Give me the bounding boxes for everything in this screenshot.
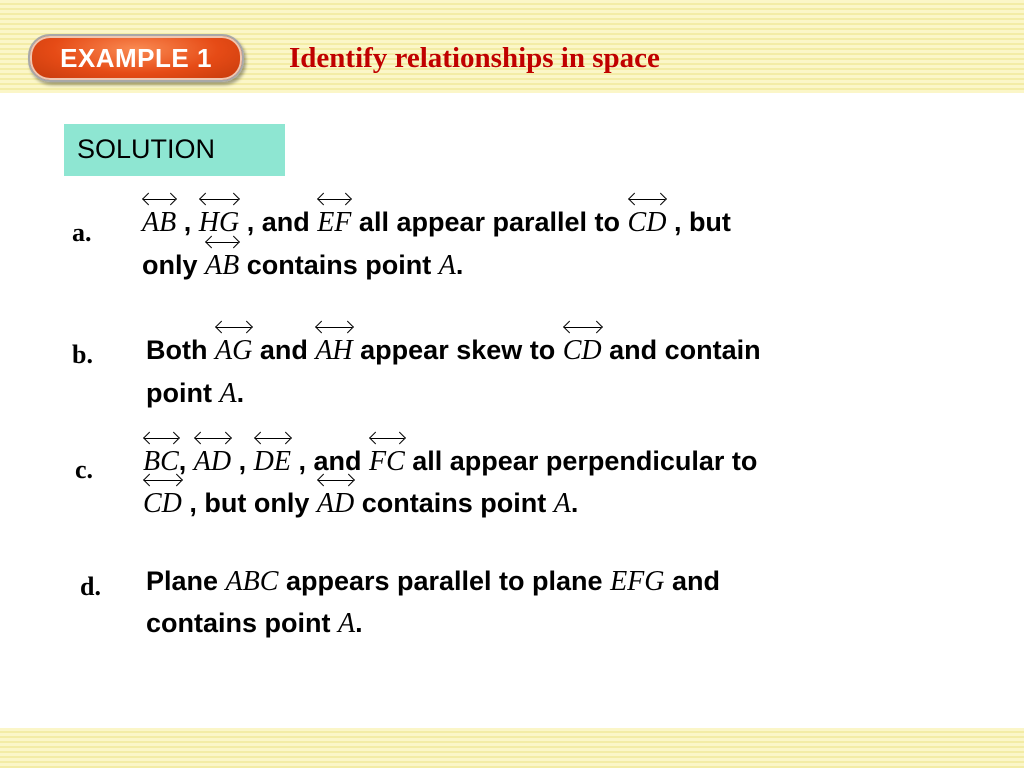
arrowhead-left-icon xyxy=(315,321,328,334)
arrowhead-left-icon xyxy=(628,193,641,206)
plane-efg: EFG xyxy=(610,566,665,597)
text-fragment: , xyxy=(176,207,199,237)
line-ef-symbol: EF xyxy=(317,207,351,239)
arrowhead-left-icon xyxy=(369,432,382,445)
item-c-line-1 xyxy=(143,446,757,478)
solution-label: SOLUTION xyxy=(77,134,216,164)
text-fragment: . xyxy=(570,488,579,518)
point-a: A xyxy=(219,378,237,409)
text-fragment: appear skew to xyxy=(352,335,563,365)
item-d-line-1 xyxy=(146,566,720,598)
item-b-line-1 xyxy=(146,335,761,367)
solution-box xyxy=(64,124,285,176)
arrowhead-right-icon xyxy=(241,321,254,334)
arrowhead-right-icon xyxy=(279,432,292,445)
arrowhead-right-icon xyxy=(167,432,180,445)
text-fragment: point xyxy=(146,378,220,408)
arrowhead-left-icon xyxy=(142,193,155,206)
item-a-letter: a. xyxy=(72,218,92,247)
line-ab-symbol: AB xyxy=(205,250,239,282)
text-fragment: , and xyxy=(239,207,318,237)
arrowhead-right-icon xyxy=(590,321,603,334)
text-fragment: , and xyxy=(290,446,369,476)
text-fragment: only xyxy=(142,250,206,280)
arrowhead-left-icon xyxy=(143,432,156,445)
text-fragment: Both xyxy=(146,335,215,365)
text-fragment: Plane xyxy=(146,566,226,596)
point-a: A xyxy=(338,608,356,639)
text-fragment: , but only xyxy=(181,488,317,518)
arrowhead-left-icon xyxy=(199,193,212,206)
example-badge xyxy=(28,34,244,82)
line-bc-symbol: BC xyxy=(143,446,179,478)
text-fragment: , but xyxy=(666,207,731,237)
arrowhead-left-icon xyxy=(563,321,576,334)
arrowhead-left-icon xyxy=(215,321,228,334)
line-cd-symbol: CD xyxy=(143,488,182,520)
arrowhead-left-icon xyxy=(254,432,267,445)
line-ah-symbol: AH xyxy=(315,335,352,367)
line-fc-symbol: FC xyxy=(369,446,405,478)
arrowhead-right-icon xyxy=(219,432,232,445)
line-de-symbol: DE xyxy=(254,446,291,478)
arrowhead-right-icon xyxy=(393,432,406,445)
arrowhead-right-icon xyxy=(164,193,177,206)
text-fragment: contains point xyxy=(239,250,439,280)
line-ab-symbol: AB xyxy=(142,207,176,239)
item-b-letter: b. xyxy=(72,340,93,369)
item-a-line-1 xyxy=(142,207,731,239)
item-d-line-2 xyxy=(146,608,363,640)
arrowhead-right-icon xyxy=(340,193,353,206)
arrowhead-left-icon xyxy=(317,193,330,206)
text-fragment: contains point xyxy=(354,488,554,518)
text-fragment: , xyxy=(178,446,194,476)
text-fragment: and contain xyxy=(601,335,761,365)
point-a: A xyxy=(438,250,456,281)
text-fragment: appears parallel to plane xyxy=(278,566,611,596)
line-hg-symbol: HG xyxy=(199,207,239,239)
text-fragment: , xyxy=(231,446,254,476)
arrowhead-right-icon xyxy=(227,193,240,206)
slide-title: Identify relationships in space xyxy=(289,42,660,74)
footer-band xyxy=(0,728,1024,768)
example-badge-label: EXAMPLE 1 xyxy=(60,42,212,73)
arrowhead-right-icon xyxy=(655,193,668,206)
line-ag-symbol: AG xyxy=(215,335,252,367)
line-ad-symbol: AD xyxy=(194,446,231,478)
arrowhead-left-icon xyxy=(194,432,207,445)
line-cd-symbol: CD xyxy=(563,335,602,367)
item-a-line-2 xyxy=(142,250,463,282)
plane-abc: ABC xyxy=(225,566,279,597)
line-cd-symbol: CD xyxy=(628,207,667,239)
arrowhead-right-icon xyxy=(341,321,354,334)
text-fragment: all appear parallel to xyxy=(351,207,628,237)
text-fragment: . xyxy=(236,378,245,408)
line-ad-symbol: AD xyxy=(317,488,354,520)
text-fragment: and xyxy=(252,335,316,365)
item-d-letter: d. xyxy=(80,572,101,601)
text-fragment: contains point xyxy=(146,608,338,638)
item-b-line-2 xyxy=(146,378,244,410)
text-fragment: all appear perpendicular to xyxy=(404,446,758,476)
point-a: A xyxy=(553,488,571,519)
text-fragment: . xyxy=(355,608,363,638)
item-c-letter: c. xyxy=(75,455,94,484)
item-c-line-2 xyxy=(143,488,578,520)
text-fragment: . xyxy=(455,250,464,280)
text-fragment: and xyxy=(664,566,721,596)
